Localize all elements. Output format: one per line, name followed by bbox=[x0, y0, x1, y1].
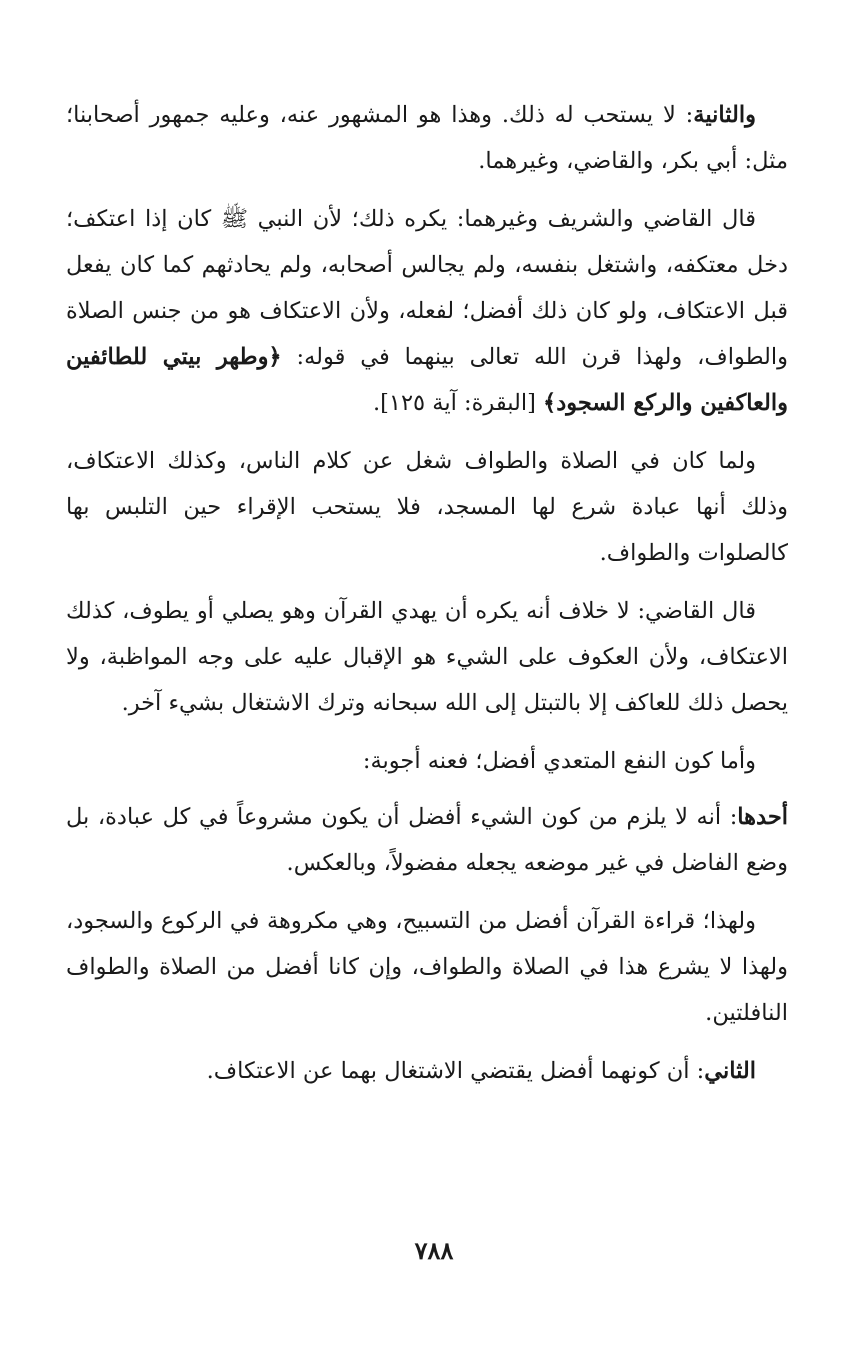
paragraph-text: وأما كون النفع المتعدي أفضل؛ فعنه أجوبة: bbox=[362, 748, 756, 774]
paragraph-qadi-no-dispute bbox=[66, 588, 788, 726]
paragraph-second-opinion bbox=[66, 92, 788, 184]
paragraph-qadi-sharif bbox=[66, 196, 788, 426]
paragraph-text: : لا يستحب له ذلك. وهذا هو المشهور عنه، وعليه جمهور أصحابنا؛ مثل: أبي بكر، والقاضي، وغيرهما. bbox=[66, 102, 788, 174]
paragraph-text: ولهذا؛ قراءة القرآن أفضل من التسبيح، وهي مكروهة في الركوع والسجود، ولهذا لا يشرع هذا في الصلاة والطواف، وإن كانا أفضل من الصلاة والطواف النافلتين. bbox=[66, 908, 788, 1026]
paragraph-prayer-tawaf bbox=[66, 438, 788, 576]
book-page bbox=[66, 92, 788, 1322]
paragraph-lead: والثانية bbox=[693, 102, 756, 128]
paragraph-text: قال القاضي: لا خلاف أنه يكره أن يهدي القرآن وهو يصلي أو يطوف، كذلك الاعتكاف، ولأن العكوف على الشيء هو الإقبال عليه على وجه المواظبة، ولا يحصل ذلك للعاكف إلا بالتبتل إلى الله سبحانه وترك الاشتغال بشيء آخر. bbox=[66, 598, 788, 716]
paragraph-text: : أنه لا يلزم من كون الشيء أفضل أن يكون مشروعاً في كل عبادة، بل وضع الفاضل في غير موضعه يجعله مفضولاً، وبالعكس. bbox=[66, 804, 788, 876]
page-number: ٧٨٨ bbox=[414, 1236, 454, 1265]
paragraph-second-answer bbox=[66, 1048, 788, 1094]
paragraph-lead: الثاني bbox=[704, 1058, 756, 1084]
paragraph-text: : أن كونهما أفضل يقتضي الاشتغال بهما عن الاعتكاف. bbox=[206, 1058, 705, 1084]
paragraph-lead: أحدها bbox=[737, 804, 788, 830]
paragraph-text: ولما كان في الصلاة والطواف شغل عن كلام الناس، وكذلك الاعتكاف، وذلك أنها عبادة شرع لها المسجد، فلا يستحب الإقراء حين التلبس بها كالصلوات والطواف. bbox=[66, 448, 788, 566]
quran-quote: ﴿وطهر بيتي للطائفين والعاكفين والركع السجود﴾ bbox=[66, 344, 788, 416]
paragraph-quran-reading bbox=[66, 898, 788, 1036]
quran-reference: [البقرة: آية ١٢٥]. bbox=[372, 390, 544, 416]
paragraph-first-answer bbox=[66, 794, 788, 886]
paragraph-text: قال القاضي والشريف وغيرهما: يكره ذلك؛ لأن النبي ﷺ كان إذا اعتكف؛ دخل معتكفه، واشتغل بنفسه، ولم يجالس أصحابه، ولم يحادثهم كما كان يفعل قبل الاعتكاف، ولو كان ذلك أفضل؛ لفعله، ولأن الاعتكاف هو من جنس الصلاة والطواف، ولهذا قرن الله تعالى بينهما في قوله: bbox=[66, 206, 788, 370]
paragraph-answers-intro bbox=[66, 738, 788, 784]
